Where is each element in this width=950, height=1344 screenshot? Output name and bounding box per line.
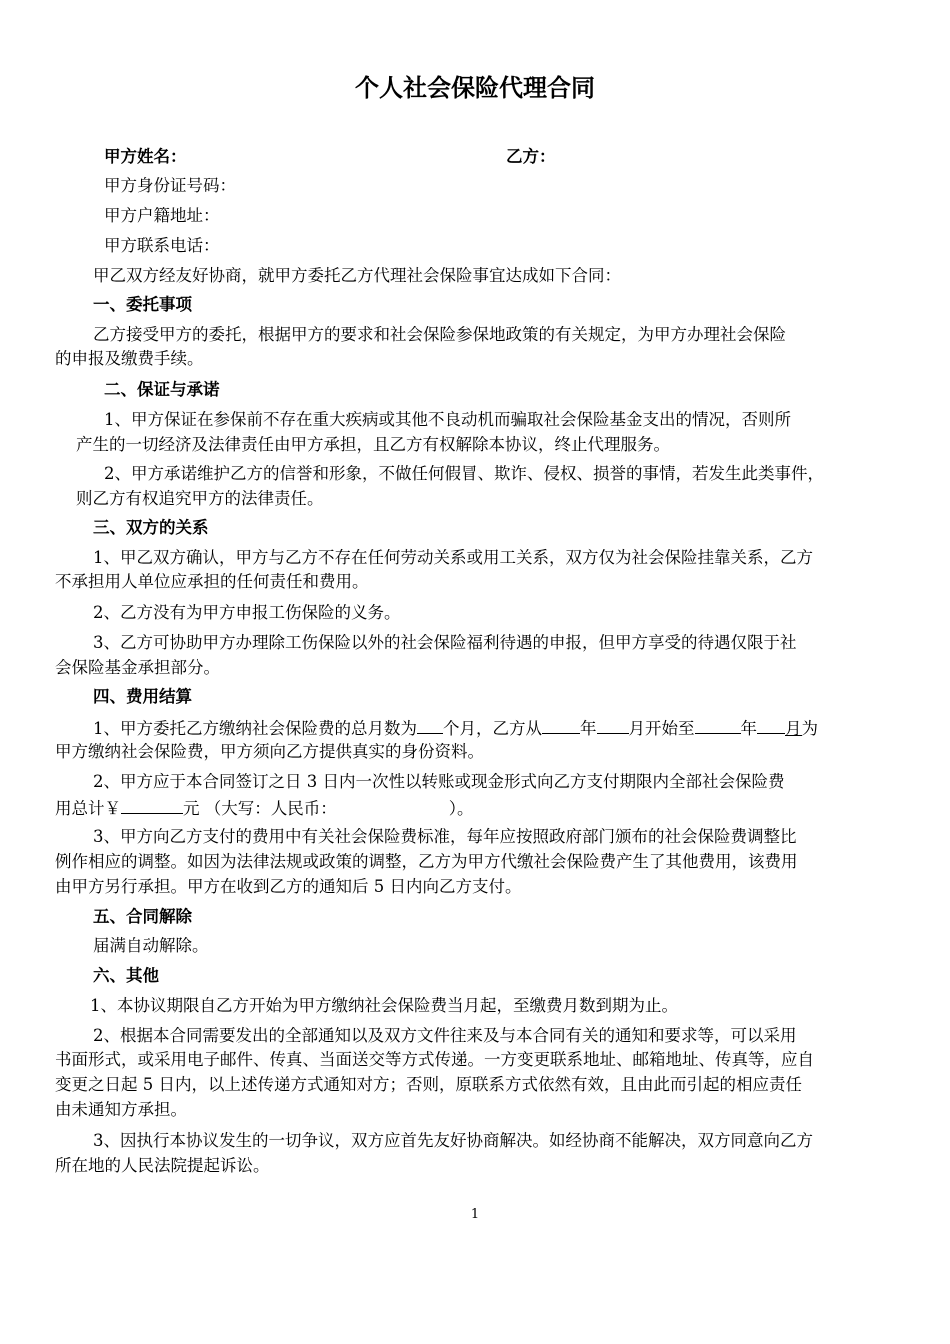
section-4-paragraph-line: 2、甲方应于本合同签订之日 3 日内一次性以转账或现金形式向乙方支付期限内全部社会保险费 <box>93 772 785 791</box>
start-year-blank[interactable] <box>542 716 580 734</box>
section-2-paragraph-line: 2、甲方承诺维护乙方的信誉和形象，不做任何假冒、欺诈、侵权、损誉的事情，若发生此类事件， <box>104 464 824 483</box>
party-a-address-label: 甲方户籍地址： <box>104 206 220 225</box>
section-3-paragraph-line: 不承担用人单位应承担的任何责任和费用。 <box>55 572 369 591</box>
section-3-heading: 三、双方的关系 <box>93 518 209 537</box>
fee-text: ）。 <box>448 799 474 818</box>
party-a-name-label: 甲方姓名： <box>104 147 187 166</box>
section-2-paragraph-line: 则乙方有权追究甲方的法律责任。 <box>76 489 324 508</box>
intro-paragraph: 甲乙双方经友好协商，就甲方委托乙方代理社会保险事宜达成如下合同： <box>93 266 621 285</box>
party-b-label: 乙方： <box>506 147 556 166</box>
section-6-paragraph-line: 3、因执行本协议发生的一切争议，双方应首先友好协商解决。如经协商不能解决，双方同意向乙方 <box>93 1131 813 1150</box>
section-6-paragraph-line: 由未通知方承担。 <box>55 1100 187 1119</box>
section-4-paragraph-line <box>93 716 818 740</box>
page-title: 个人社会保险代理合同 <box>355 74 595 102</box>
section-4-paragraph-line <box>55 796 474 820</box>
total-months-blank[interactable] <box>417 716 443 734</box>
total-amount-blank[interactable] <box>121 796 183 814</box>
fee-text: 月 <box>785 719 802 738</box>
party-a-phone-label: 甲方联系电话： <box>104 236 220 255</box>
page-number: 1 <box>470 1207 480 1222</box>
fee-text: 1、甲方委托乙方缴纳社会保险费的总月数为 <box>93 719 417 738</box>
section-3-paragraph-line: 1、甲乙双方确认，甲方与乙方不存在任何劳动关系或用工关系，双方仅为社会保险挂靠关系，乙方 <box>93 548 813 567</box>
end-year-blank[interactable] <box>695 716 741 734</box>
fee-text: 个月，乙方从 <box>443 719 542 738</box>
section-4-paragraph-line: 例作相应的调整。如因为法律法规或政策的调整，乙方为甲方代缴社会保险费产生了其他费用，该费用 <box>55 852 798 871</box>
section-6-paragraph-line: 1、本协议期限自乙方开始为甲方缴纳社会保险费当月起，至缴费月数到期为止。 <box>90 996 678 1015</box>
start-month-blank[interactable] <box>597 716 629 734</box>
section-4-paragraph-line: 由甲方另行承担。甲方在收到乙方的通知后 5 日内向乙方支付。 <box>55 877 522 896</box>
section-6-paragraph-line: 变更之日起 5 日内，以上述传递方式通知对方；否则，原联系方式依然有效，且由此而引起的相应责任 <box>55 1075 802 1094</box>
end-month-blank[interactable] <box>757 716 785 734</box>
section-4-heading: 四、费用结算 <box>93 687 192 706</box>
section-2-paragraph-line: 产生的一切经济及法律责任由甲方承担，且乙方有权解除本协议，终止代理服务。 <box>76 435 670 454</box>
section-5-paragraph-line: 届满自动解除。 <box>93 936 209 955</box>
section-2-paragraph-line: 1、甲方保证在参保前不存在重大疾病或其他不良动机而骗取社会保险基金支出的情况，否则所 <box>104 410 791 429</box>
fee-text: 年 <box>580 719 597 738</box>
fee-text: 年 <box>740 719 757 738</box>
fee-text: 月开始至 <box>628 719 695 738</box>
section-6-paragraph-line: 2、根据本合同需要发出的全部通知以及双方文件往来及与本合同有关的通知和要求等，可以采用 <box>93 1026 797 1045</box>
section-6-paragraph-line: 书面形式，或采用电子邮件、传真、当面送交等方式传递。一方变更联系地址、邮箱地址、传真等，应自 <box>55 1050 814 1069</box>
fee-text: 用总计￥ <box>55 799 121 818</box>
fee-text: 元 （大写：人民币： <box>183 799 337 818</box>
section-1-heading: 一、委托事项 <box>93 295 192 314</box>
section-6-heading: 六、其他 <box>93 966 159 985</box>
party-a-id-label: 甲方身份证号码： <box>104 176 236 195</box>
section-3-paragraph-line: 3、乙方可协助甲方办理除工伤保险以外的社会保险福利待遇的申报，但甲方享受的待遇仅限于社 <box>93 633 797 652</box>
section-4-paragraph-line: 3、甲方向乙方支付的费用中有关社会保险费标准，每年应按照政府部门颁布的社会保险费调整比 <box>93 827 797 846</box>
section-3-paragraph-line: 2、乙方没有为甲方申报工伤保险的义务。 <box>93 603 401 622</box>
section-1-paragraph-line: 乙方接受甲方的委托，根据甲方的要求和社会保险参保地政策的有关规定，为甲方办理社会保险 <box>93 325 786 344</box>
section-4-paragraph-line: 甲方缴纳社会保险费，甲方须向乙方提供真实的身份资料。 <box>55 742 484 761</box>
section-5-heading: 五、合同解除 <box>93 907 192 926</box>
section-6-paragraph-line: 所在地的人民法院提起诉讼。 <box>55 1156 270 1175</box>
section-1-paragraph-line: 的申报及缴费手续。 <box>55 349 204 368</box>
section-2-heading: 二、保证与承诺 <box>104 380 220 399</box>
fee-text: 为 <box>801 719 818 738</box>
section-3-paragraph-line: 会保险基金承担部分。 <box>55 658 220 677</box>
